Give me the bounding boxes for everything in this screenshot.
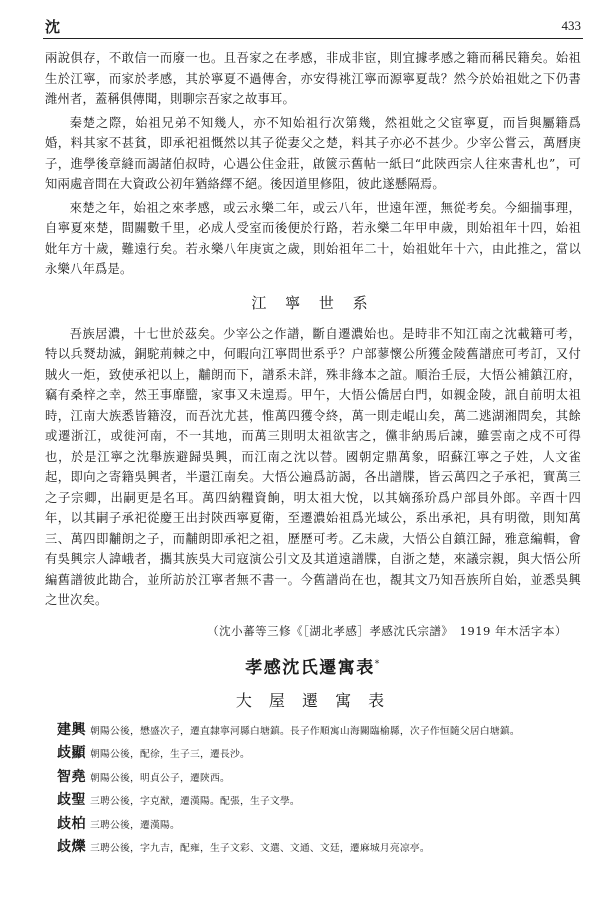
entry-name: 歧顯: [57, 745, 86, 761]
entry-name: 歧爍: [57, 839, 86, 855]
paragraph: 秦楚之際，始祖兄弟不知幾人，亦不知始祖行次第幾，然祖妣之父宦寧夏，而旨與屬籍爲婚，料其家不甚貧，即承祀祖慨然以其子從妻父之楚，料其子亦必不甚少。少宰公嘗云，萬曆庚子，進學後章縫而謁諸伯叔時，心遇公住金莊，啟篋示舊帖一紙曰“此陝西宗人往來書札也”，可知兩處音問在大資政公初年猶絡繹不絕。後因道里修阻，彼此遂懸隔焉。: [45, 115, 581, 191]
page-header: [43, 14, 583, 39]
entry-desc: 朝陽公後，配徐，生子三，遷長沙。: [90, 749, 250, 760]
subsection-title: 大 屋 遷 寓 表: [235, 690, 391, 710]
entry-desc: 三聘公後，字克猷，遷漢陽。配張，生子文學。: [90, 796, 300, 807]
main-title-text: 孝感沈氏遷寓表: [245, 657, 375, 678]
source-citation: （沈小蕃等三修《［湖北孝感］孝感沈氏宗譜》 1919 年木活字本）: [207, 623, 567, 638]
list-item: [57, 813, 581, 837]
page-number: 433: [561, 18, 581, 33]
list-item: [57, 742, 581, 766]
section-title: 江 寧 世 系: [251, 293, 375, 312]
migration-entries: [57, 719, 581, 860]
entry-name: 智堯: [57, 768, 86, 785]
list-item: [57, 766, 581, 790]
header-title: 沈: [45, 18, 61, 36]
entry-desc: 朝陽公後，明貞公子，遷陝西。: [90, 772, 230, 784]
page-body: [45, 48, 581, 860]
paragraph: 來楚之年，始祖之來孝感，或云永樂二年，或云八年，世遠年湮，無從考矣。今細揣事理，自寧夏來楚，間關數千里，必成人受室而後便於行路，若永樂二年甲申歲，則始祖年十四，始祖妣年方十歲，難遠行矣。若永樂八年庚寅之歲，則始祖年二十，始祖妣年十六，由此推之，當以永樂八年爲是。: [45, 200, 581, 276]
list-item: [57, 836, 581, 860]
paragraph: 吾族居濃，十七世於茲矣。少宰公之作譜，斷自遷濃始也。是時非不知江南之沈載籍可考，特以兵燹劫滅，銅駝荊棘之中，何暇向江寧問世系乎？户部蓼懷公所獲金陵舊譜庶可考訂，又付賊火一炬，致使承祀以上，黼朗而下，譜系未詳，殊非緣本之誼。順治壬辰，大悟公補鎮江府，竊有桑梓之幸，然王事靡盬，家事又未遑焉。甲午，大悟公僑居白門，如親金陵，訊自前明太祖時，江南大族悉皆籍沒，而吾沈尤甚，惟萬四獲令終，萬一則走崐山矣，萬二逃湖湘問矣，其餘或遷浙江，或徙河南，不一其地，而萬三則明太祖欲害之，儻非納馬后諫，雖雲南之戍不可得也，於是江寧之沈舉族避歸吳興，而江南之沈以替。國朝定鼎萬象，昭蘇江寧之子姓，人文雀起，即向之寄籍吳興者，半還江南矣。大悟公遍爲訪謁，各出譜牒，皆云萬四之子承祀，實萬三之子宗卿，出嗣更是名耳。萬四納糧資餉，明太祖大悅，以其嫡孫玠爲户部員外郎。辛酉十四年，以其嗣子承祀從慶王出封陝西寧夏衛，至遷濃始祖爲光域公，系出承祀，具有明徵，則知萬三、萬四即黼朗之子，而黼朗即承祀之祖，歷歷可考。乙未歲，大悟公自鎮江歸，雅意編輯，會有吳興宗人諱峨者，攜其族吳大司寇演公引文及其道遠譜牒，自浙之楚，來議宗親，與大悟公所編舊譜彼此勘合，並所訪於江寧者無不書一。今舊譜尚在也，覩其文乃知吾族所自始，並悉吳興之世次矣。: [45, 326, 581, 607]
list-item: [57, 719, 581, 743]
paragraph: 兩說俱存，不敢信一而廢一也。且吾家之在孝感，非成非宦，則宜據孝感之籍而稱民籍矣。始祖生於江寧，而家於孝感，其於寧夏不過傳舍，亦安得祧江寧而源寧夏哉？然今於始祖妣之下仍書潍州者，蓋稱俱傳聞，則聊宗吾家之故事耳。: [45, 51, 581, 106]
entry-name: 歧柏: [57, 815, 86, 832]
footnote-mark: *: [374, 658, 381, 669]
main-title: [45, 653, 581, 678]
entry-desc: 三聘公後，遷漢陽。: [90, 819, 180, 831]
entry-desc: 三聘公後，字九吉，配雍，生子文彩、文選、文通、文廷，遷麻城月亮凉亭。: [90, 843, 430, 854]
list-item: [57, 789, 581, 813]
entry-desc: 朝陽公後，懋盛次子，遷直隸寧河縣白塘鎮。長子作順寓山海關臨榆縣，次子作恒隨父居白塘鎮。: [90, 725, 520, 737]
entry-name: 歧聖: [57, 792, 86, 808]
entry-name: 建興: [57, 721, 86, 738]
